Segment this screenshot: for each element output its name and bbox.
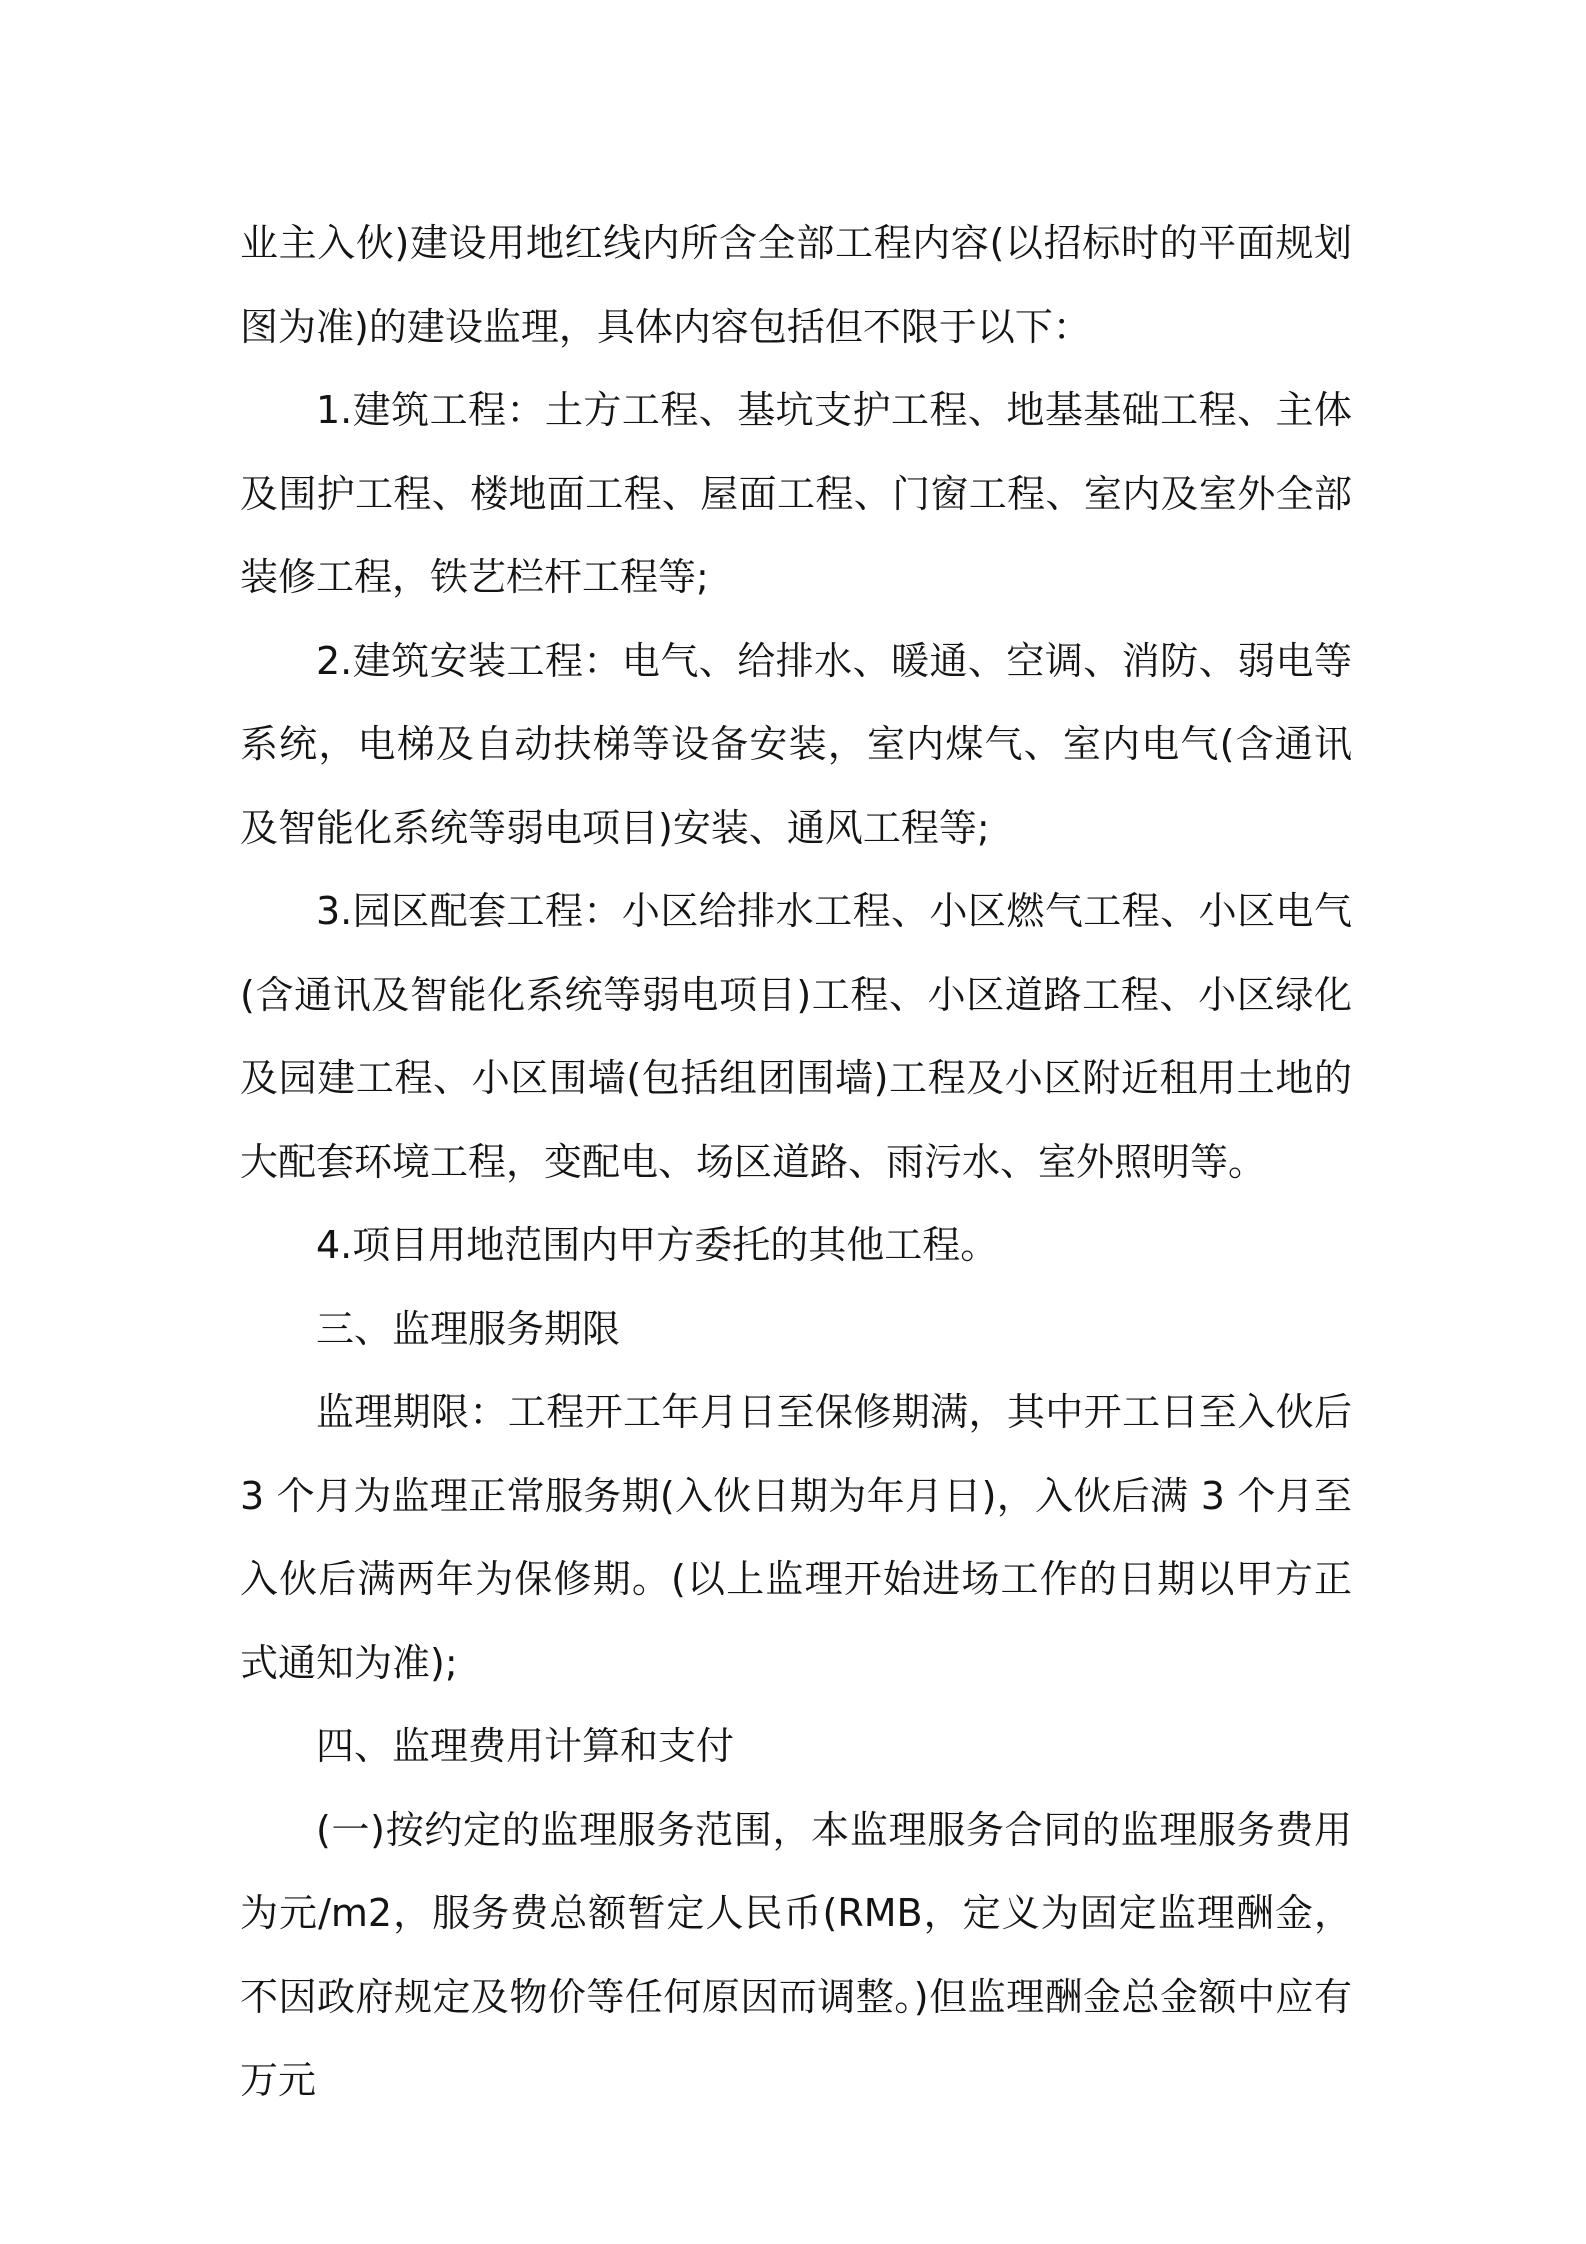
paragraph-installation-works: 2.建筑安装工程：电气、给排水、暖通、空调、消防、弱电等系统，电梯及自动扶梯等设备安装，室内煤气、室内电气(含通讯及智能化系统等弱电项目)安装、通风工程等; <box>240 638 1352 850</box>
section-heading-fees: 四、监理费用计算和支付 <box>316 1724 735 1768</box>
paragraph-building-works: 1.建筑工程：土方工程、基坑支护工程、地基基础工程、主体及围护工程、楼地面工程、屋面工程、门窗工程、室内及室外全部装修工程，铁艺栏杆工程等; <box>240 388 1352 599</box>
document-body <box>240 202 1352 2123</box>
paragraph-supporting-works: 3.园区配套工程：小区给排水工程、小区燃气工程、小区电气(含通讯及智能化系统等弱电项目)工程、小区道路工程、小区绿化及园建工程、小区围墙(包括组团围墙)工程及小区附近租用土地的大配套环境工程，变配电、场区道路、雨污水、室外照明等。 <box>240 889 1352 1184</box>
paragraph-scope-continuation: 业主入伙)建设用地红线内所含全部工程内容(以招标时的平面规划图为准)的建设监理，具体内容包括但不限于以下： <box>240 221 1352 349</box>
section-heading-service-period: 三、监理服务期限 <box>316 1306 621 1351</box>
paragraph-service-period: 监理期限：工程开工年月日至保修期满，其中开工日至入伙后 3 个月为监理正常服务期(入伙日期为年月日)，入伙后满 3 个月至入伙后满两年为保修期。(以上监理开始进场工作的日期以甲方正式通知为准); <box>240 1390 1352 1685</box>
paragraph-fee-amount: (一)按约定的监理服务范围，本监理服务合同的监理服务费用为元/m2，服务费总额暂定人民币(RMB，定义为固定监理酬金，不因政府规定及物价等任何原因而调整。)但监理酬金总金额中应有万元 <box>240 1807 1352 2102</box>
paragraph-other-works: 4.项目用地范围内甲方委托的其他工程。 <box>316 1223 999 1267</box>
